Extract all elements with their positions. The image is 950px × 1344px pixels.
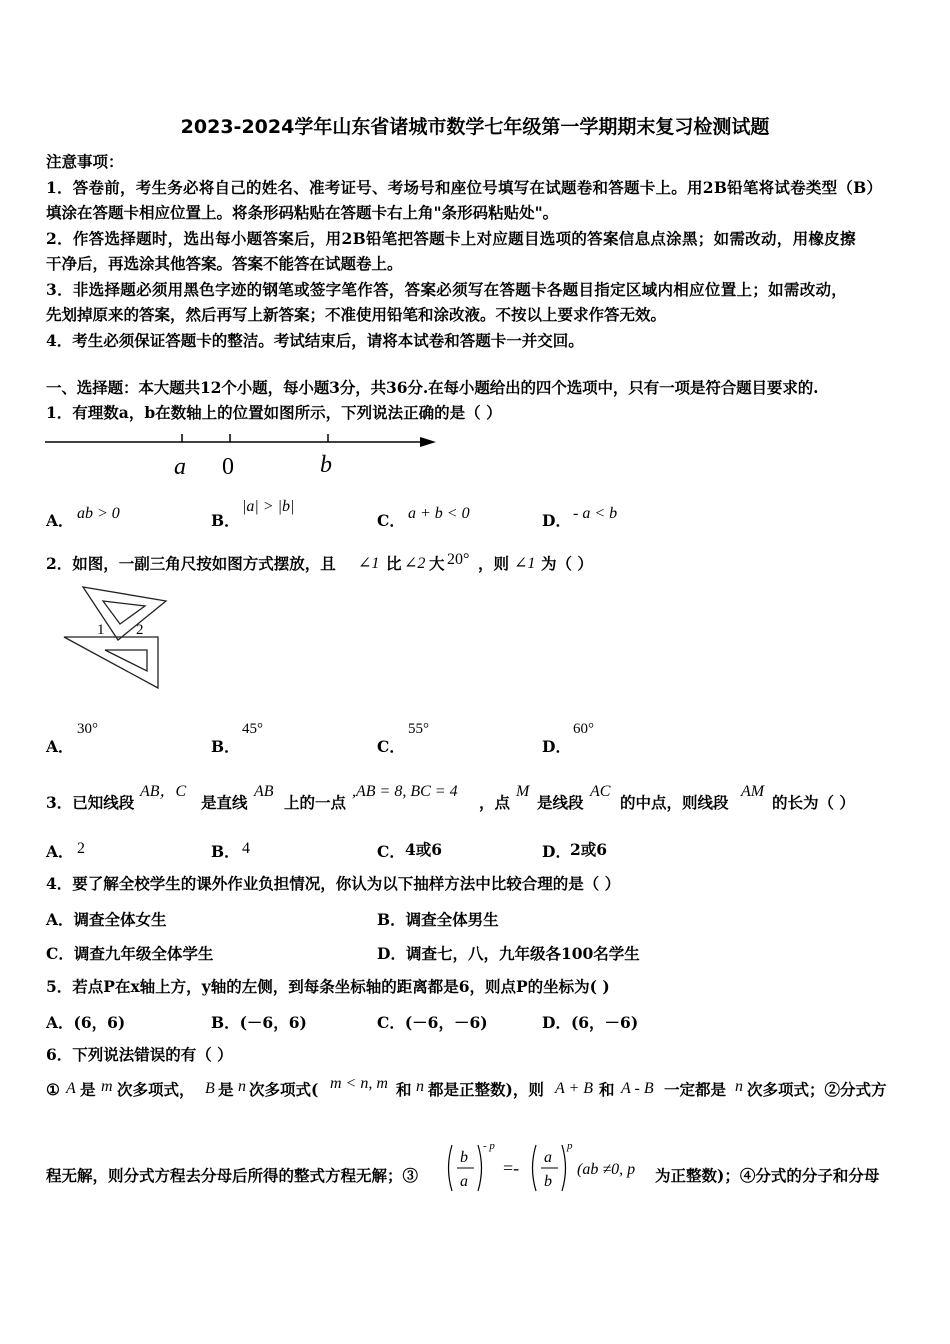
q3-stem-7: 的长为（ ） — [772, 793, 855, 812]
q3-math-1: AB，C — [140, 783, 187, 800]
q5-option-d: D．(6，－6) — [542, 1013, 639, 1032]
q6-line1-d: 是 — [218, 1080, 234, 1099]
q6-line1-a: ① — [46, 1080, 60, 1099]
q3-stem-2: 是直线 — [201, 793, 248, 812]
q2-option-b-value: 45° — [242, 721, 263, 737]
notice-line-1b: 填涂在答题卡相应位置上。将条形码粘贴在答题卡右上角"条形码粘贴处"。 — [46, 203, 559, 222]
q3-option-b-value: 4 — [242, 840, 250, 857]
q3-math-5: AC — [590, 783, 611, 800]
q3-option-a-label: A． — [46, 842, 74, 861]
q2-option-d-value: 60° — [573, 721, 594, 737]
q6-line1-c: 次多项式， — [117, 1080, 195, 1099]
q2-option-a-label: A． — [46, 737, 74, 756]
q2-option-d-label: D． — [542, 737, 571, 756]
q1-option-d-label: D． — [542, 511, 571, 530]
q3-stem-6: 的中点，则线段 — [620, 793, 729, 812]
q4-stem: 4．要了解全校学生的课外作业负担情况，你认为以下抽样方法中比较合理的是（ ） — [46, 874, 621, 893]
q6-line1-j: 次多项式；②分式方 — [747, 1080, 887, 1099]
q6-line2-a: 程无解，则分式方程去分母后所得的整式方程无解；③ — [46, 1166, 419, 1185]
q6-line1-A: A — [66, 1080, 76, 1097]
notice-line-1a: 1．答卷前，考生务必将自己的姓名、准考证号、考场号和座位号填写在试题卷和答题卡上。用2B铅笔将试卷类型（B） — [46, 178, 883, 197]
q6-line1-g: 都是正整数)，则 — [428, 1080, 544, 1099]
q1-option-b-math: |a| > |b| — [242, 498, 295, 515]
q3-math-4: M — [516, 783, 530, 800]
q6-stem: 6．下列说法错误的有（ ） — [46, 1045, 233, 1064]
q6-line2-b: 为正整数)；④分式的分子和分母 — [655, 1166, 880, 1185]
q1-option-c-math: a + b < 0 — [408, 505, 470, 522]
q4-option-b: B．调查全体男生 — [377, 910, 499, 929]
q6-exponent-1: - p — [483, 1140, 495, 1152]
q6-line1-i: 一定都是 — [664, 1080, 727, 1099]
q2-stem-d: ，则 — [478, 554, 510, 573]
notice-line-3a: 3．非选择题必须用黑色字迹的钢笔或签字笔作答，答案必须写在答题卡各题目指定区域内相应位置上；如需改动， — [46, 280, 848, 299]
page-title: 2023-2024学年山东省诸城市数学七年级第一学期期末复习检测试题 — [180, 116, 770, 138]
q3-stem-5: 是线段 — [537, 793, 584, 812]
q4-option-c: C．调查九年级全体学生 — [46, 944, 214, 963]
q1-option-a-math: ab > 0 — [77, 505, 120, 522]
q6-frac2-numerator: a — [544, 1149, 552, 1166]
q5-stem: 5．若点P在x轴上方，y轴的左侧，到每条坐标轴的距离都是6，则点P的坐标为( ) — [46, 977, 610, 996]
q6-line1-n2: n — [416, 1078, 424, 1095]
notice-heading: 注意事项： — [46, 152, 124, 171]
q5-option-c: C．(－6，－6) — [377, 1013, 488, 1032]
q3-stem-4: ，点 — [479, 793, 511, 812]
q6-line1-B: B — [205, 1080, 215, 1097]
q3-stem-1: 3．已知线段 — [46, 793, 135, 812]
section-heading: 一、选择题：本大题共12个小题，每小题3分，共36分.在每小题给出的四个选项中，只有一项是符合题目要求的. — [46, 378, 819, 397]
q2-stem-e: 为（ ） — [541, 554, 593, 573]
q2-stem-a: 2．如图，一副三角尺按如图方式摆放，且 — [46, 554, 336, 573]
q6-frac1-numerator: b — [460, 1149, 468, 1166]
notice-line-2a: 2．作答选择题时，选出每小题答案后，用2B铅笔把答题卡上对应题目选项的答案信息点涂黑；如需改动，用橡皮擦 — [46, 229, 856, 248]
q1-option-b-label: B． — [211, 511, 240, 530]
q3-option-b-label: B． — [211, 842, 240, 861]
q2-angle-1b: ∠1 — [514, 555, 536, 572]
axis-label-a: a — [174, 454, 186, 480]
q6-condition: (ab ≠0, p — [577, 1161, 636, 1178]
q6-line1-h: 和 — [599, 1080, 615, 1099]
q5-option-a: A．(6，6) — [46, 1013, 126, 1032]
q1-stem: 1．有理数a，b在数轴上的位置如图所示，下列说法正确的是（ ） — [46, 403, 502, 422]
q3-option-d-label: D． — [542, 842, 571, 861]
q2-option-b-label: B． — [211, 737, 240, 756]
notice-line-2b: 干净后，再选涂其他答案。答案不能答在试题卷上。 — [46, 254, 403, 273]
q1-option-a-label: A． — [46, 511, 74, 530]
q2-stem-b: 比 — [386, 554, 402, 573]
q6-equals: =- — [503, 1158, 520, 1178]
q5-option-b: B．(－6，6) — [211, 1013, 307, 1032]
q3-option-a-value: 2 — [77, 840, 85, 857]
figure-label-2: 2 — [136, 622, 144, 638]
q3-option-c-label: C． — [377, 842, 405, 861]
q6-exponent-2: p — [567, 1140, 573, 1152]
q6-line1-e: 次多项式( — [249, 1080, 319, 1099]
q2-angle-2: ∠2 — [404, 555, 426, 572]
q3-math-6: AM — [741, 783, 765, 800]
q3-math-3: ,AB = 8, BC = 4 — [352, 783, 458, 800]
q1-option-d-math: - a < b — [573, 505, 618, 522]
q6-line1-m: m — [101, 1078, 113, 1095]
q2-option-c-value: 55° — [408, 721, 429, 737]
q4-option-d: D．调查七，八，九年级各100名学生 — [377, 944, 640, 963]
notice-line-4: 4．考生必须保证答题卡的整洁。考试结束后，请将本试卷和答题卡一并交回。 — [46, 331, 584, 350]
q2-stem-c: 大 — [429, 554, 445, 573]
q3-option-d-value: 2或6 — [570, 840, 608, 859]
q6-frac2-denominator: b — [544, 1173, 552, 1190]
q6-line1-sum: A + B — [555, 1080, 594, 1097]
q2-angle-1: ∠1 — [358, 555, 380, 572]
q2-option-c-label: C． — [377, 737, 405, 756]
axis-label-zero: 0 — [222, 454, 234, 480]
q2-option-a-value: 30° — [77, 721, 98, 737]
figure-label-1: 1 — [97, 622, 105, 638]
q3-math-2: AB — [254, 783, 274, 800]
notice-line-3b: 先划掉原来的答案，然后再写上新答案；不准使用铅笔和涂改液。不按以上要求作答无效。 — [46, 305, 667, 324]
q6-line1-cond: m < n, m — [330, 1075, 388, 1092]
q1-option-c-label: C． — [377, 511, 405, 530]
q6-line1-b: 是 — [80, 1080, 96, 1099]
q4-option-a: A．调查全体女生 — [46, 910, 167, 929]
q3-option-c-value: 4或6 — [405, 840, 443, 859]
q2-degree: 20° — [447, 551, 470, 568]
axis-label-b: b — [320, 452, 332, 478]
q6-line1-diff: A - B — [621, 1080, 654, 1097]
q3-stem-3: 上的一点 — [284, 793, 347, 812]
q6-line1-n: n — [238, 1078, 246, 1095]
q6-line1-f: 和 — [396, 1080, 412, 1099]
q6-frac1-denominator: a — [460, 1173, 468, 1190]
q6-line1-n3: n — [735, 1078, 743, 1095]
